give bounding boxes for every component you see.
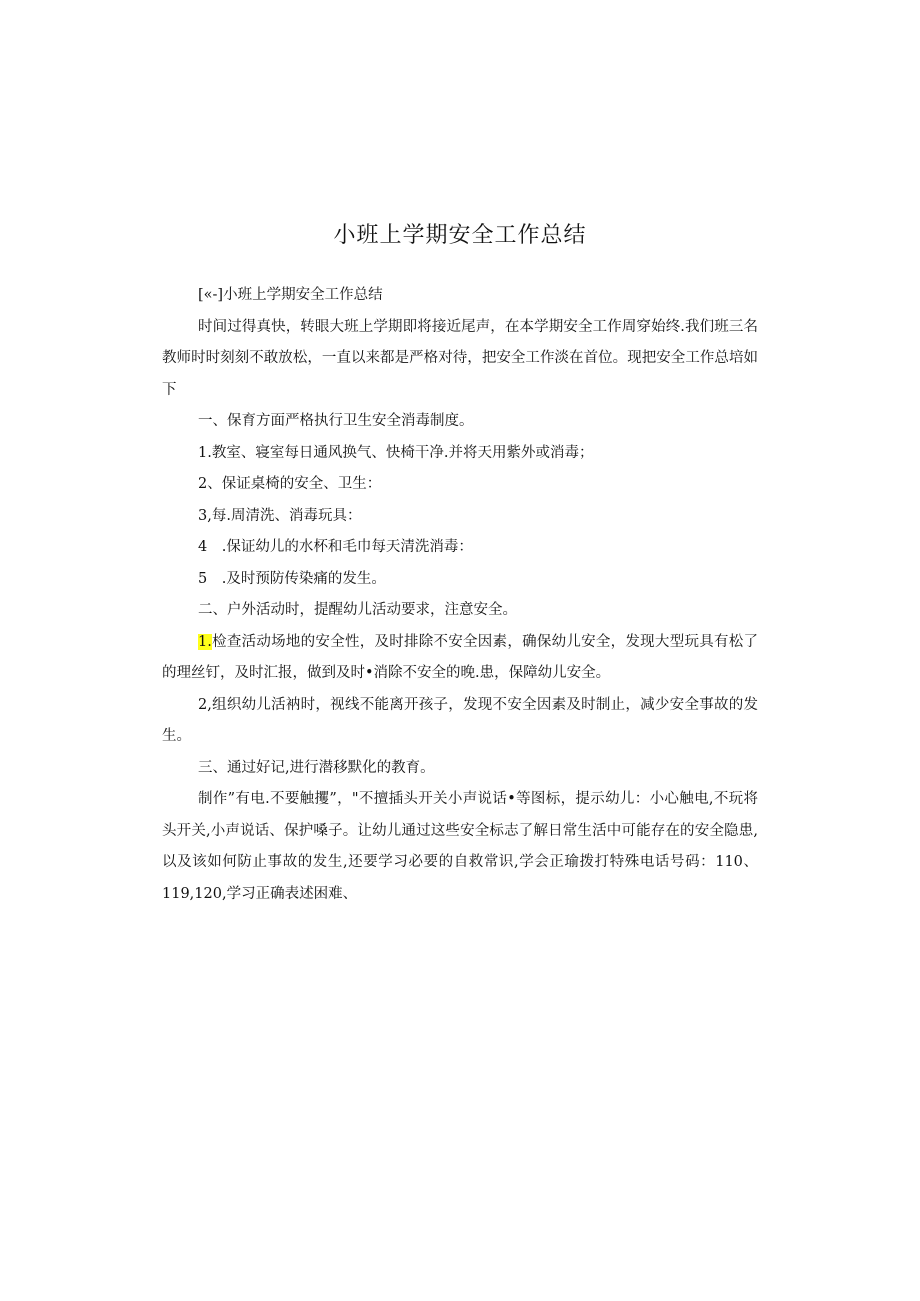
paragraph-heading: [«-]小班上学期安全工作总结 [198,287,383,303]
list-item-text: 检查活动场地的安全性，及时排除不安全因素，确保幼儿安全，发现大型玩具有松了的理丝钉，及时汇报，做到及时•消除不安全的晚.患，保障幼儿安全。 [162,633,758,681]
section-heading-1: 一、保育方面严格执行卫生安全消毒制度。 [198,413,474,429]
paragraph-closing: 制作”有电.不要触攫”，"不擅插头开关小声说话•等图标，提示幼儿：小心触电,不玩将头开关,小声说话、保护嗓子。让幼儿通过这些安全标志了解日常生活中可能存在的安全隐患,以及该如何防止事故的发生,还要学习必要的自救常识,学会正瑜拨打特殊电话号码：110、119,120,学习正确表述困难、 [162,791,758,902]
list-item: 3,每.周清洗、消毒玩具： [198,507,362,524]
section-heading-3: 三、通过好记,进行潜移默化的教育。 [198,759,435,776]
document-body [162,280,758,910]
section-heading-2: 二、户外活动时，提醒幼儿活动要求，注意安全。 [198,602,517,618]
list-item: 2、保证桌椅的安全、卫生： [198,476,382,492]
list-item-highlighted [162,627,758,690]
list-item: 4 .保证幼儿的水杯和毛巾每天清洗消毒： [198,539,473,555]
paragraph-intro: 时间过得真快，转眼大班上学期即将接近尾声，在本学期安全工作周穿始终.我们班三名教师时时刻刻不敢放松，一直以来都是严格对待，把安全工作淡在首位。现把安全工作总培如下 [162,318,758,398]
list-item: 5 .及时预防传染痛的发生。 [198,570,386,587]
list-item: 1.教室、寝室每日通风换气、快椅干净.并将天用紫外或消毒； [198,444,594,461]
list-item: 2,组织幼儿活衲时，视线不能离开孩子，发现不安全因素及时制止，减少安全事故的发生。 [162,696,758,744]
document-title: 小班上学期安全工作总结 [333,223,587,248]
highlight-marker: 1. [198,633,212,650]
